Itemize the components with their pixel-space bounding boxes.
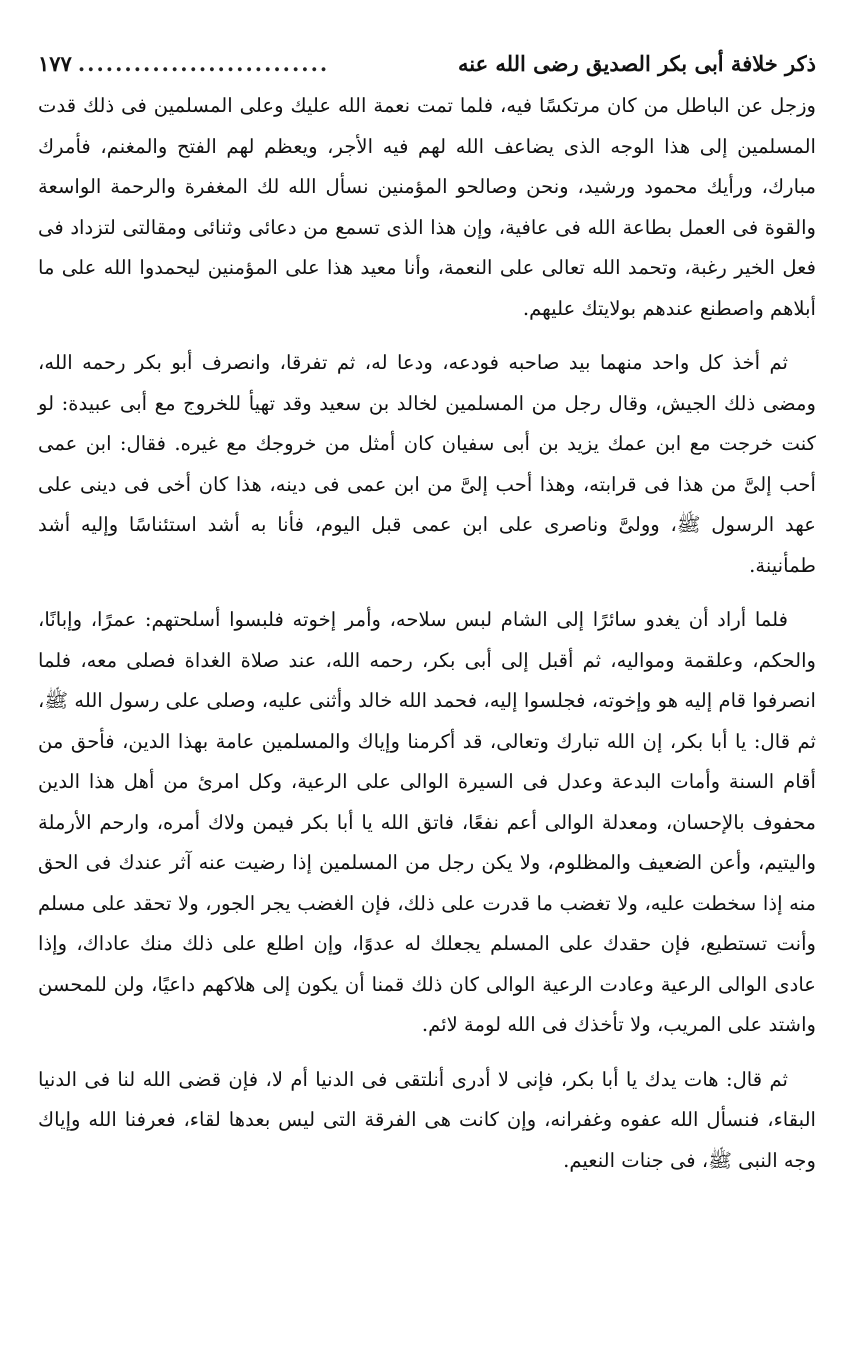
page-number: ١٧٧: [38, 51, 72, 76]
header-title: ذكر خلافة أبى بكر الصديق رضى الله عنه: [457, 51, 816, 76]
paragraph-2: ثم أخذ كل واحد منهما بيد صاحبه فودعه، ودعا له، ثم تفرقا، وانصرف أبو بكر رحمه الله، ومضى ذلك الجيش، وقال رجل من المسلمين لخالد بن سعيد وقد تهيأ للخروج مع أبى عبيدة: لو كنت خرجت مع ابن عمك يزيد بن أبى سفيان كان أمثل من خروجك مع غيره. فقال: ابن عمى أحب إلىَّ من هذا فى قرابته، وهذا أحب إلىَّ من ابن عمى فى دينه، هذا كان أخى فى دينى على عهد الرسول ﷺ، وولىَّ وناصرى على ابن عمى قبل اليوم، فأنا به أشد استئناسًا وإليه أشد طمأنينة.: [38, 351, 816, 577]
running-header: [38, 44, 816, 84]
paragraph-3: فلما أراد أن يغدو سائرًا إلى الشام لبس سلاحه، وأمر إخوته فلبسوا أسلحتهم: عمرًا، وإبانًا، والحكم، وعلقمة ومواليه، ثم أقبل إلى أبى بكر، رحمه الله، عند صلاة الغداة فصلى معه، فلما انصرفوا قام إليه هو وإخوته، فجلسوا إليه، فحمد الله خالد وأثنى عليه، وصلى على رسول الله ﷺ، ثم قال: يا أبا بكر، إن الله تبارك وتعالى، قد أكرمنا وإياك والمسلمين عامة بهذا الدين، فأحق من أقام السنة وأمات البدعة وعدل فى السيرة الوالى على الرعية، وكل امرئ من أهل هذا الدين محفوف بالإحسان، ومعدلة الوالى أعم نفعًا، فاتق الله يا أبا بكر فيمن ولاك أمره، وارحم الأرملة واليتيم، وأعن الضعيف والمظلوم، ولا يكن رجل من المسلمين إذا رضيت عنه آثر عندك فى الحق منه إذا سخطت عليه، ولا تغضب ما قدرت على ذلك، فإن الغضب يجر الجور، ولا تحقد على مسلم وأنت تستطيع، فإن حقدك على المسلم يجعلك له عدوًا، وإن اطلع على ذلك منك عاداك، وإذا عادى الوالى الرعية وعادت الرعية الوالى كان ذلك قمنا أن يكون إلى هلاكهم داعيًا، ولن للمحسن واشتد على المريب، ولا تأخذك فى الله لومة لائم.: [38, 608, 816, 1036]
paragraph-4: ثم قال: هات يدك يا أبا بكر، فإنى لا أدرى أنلتقى فى الدنيا أم لا، فإن قضى الله لنا فى الدنيا البقاء، فنسأل الله عفوه وغفرانه، وإن كانت هى الفرقة التى ليس بعدها لقاء، فعرفنا الله وإياك وجه النبى ﷺ، فى جنات النعيم.: [38, 1067, 816, 1172]
header-leader-dots: ...........................: [77, 51, 330, 76]
paragraph-1: وزجل عن الباطل من كان مرتكسًا فيه، فلما تمت نعمة الله عليك وعلى المسلمين فى ذلك قدت المسلمين إلى هذا الوجه الذى يضاعف الله لهم فيه الأجر، ويعظم لهم الفتح والمغنم، فأمرك مبارك، ورأيك محمود ورشيد، ونحن وصالحو المؤمنين نسأل الله لك المغفرة والرحمة الواسعة والقوة فى العمل بطاعة الله فى عافية، وإن هذا الذى تسمع من دعائى وثنائى ومقالتى لتزداد فى فعل الخير رغبة، وتحمد الله تعالى على النعمة، وأنا معيد هذا على المؤمنين ليحمدوا الله على ما أبلاهم واصطنع عندهم بولايتك عليهم.: [38, 94, 816, 320]
